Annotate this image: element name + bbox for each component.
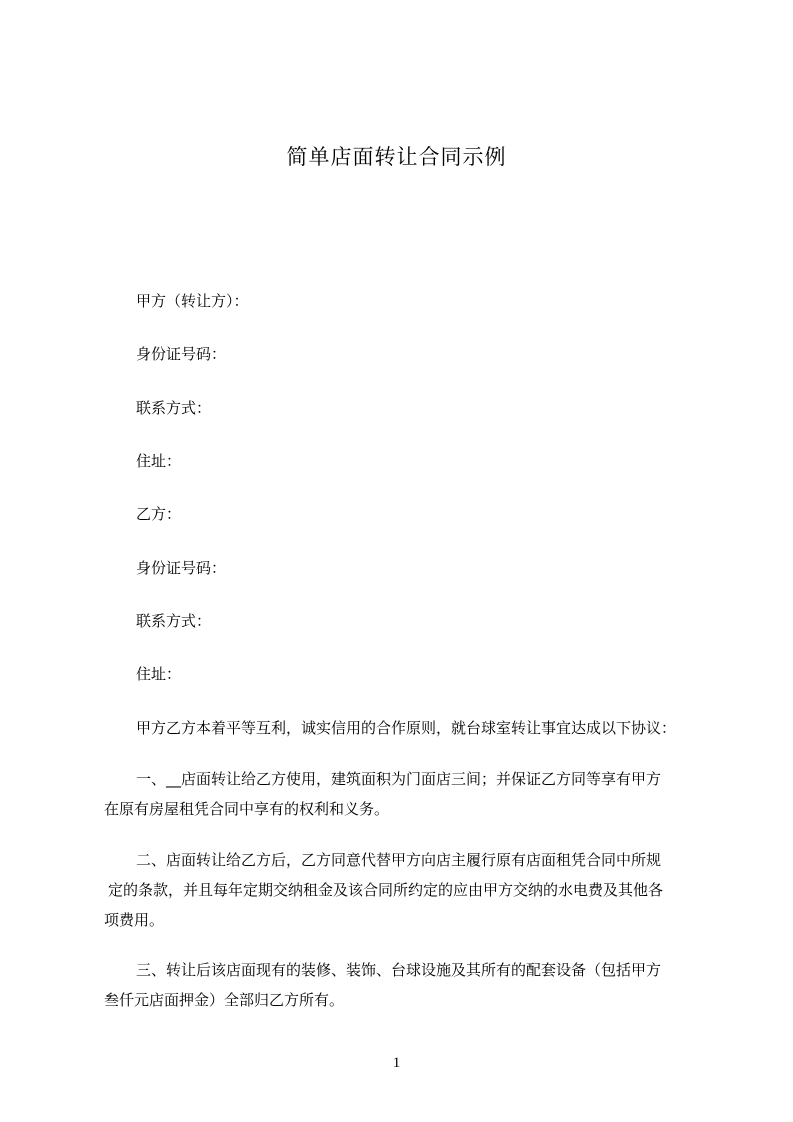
party-a-contact-field: 联系方式：	[136, 399, 212, 417]
clause-1-line-1: 一、__店面转让给乙方使用，建筑面积为门面店三间；并保证乙方同等享有甲方	[136, 770, 662, 788]
clause-3	[104, 955, 704, 1015]
party-a-name-field: 甲方（转让方）：	[136, 292, 249, 310]
party-a-id-field: 身份证号码：	[136, 345, 227, 363]
party-b-name-field: 乙方：	[136, 505, 182, 523]
clause-3-line-2: 叁仟元店面押金）全部归乙方所有。	[104, 991, 345, 1009]
clause-2-line-1: 二、店面转让给乙方后，乙方同意代替甲方向店主履行原有店面租凭合同中所规	[136, 851, 662, 869]
clause-3-line-1: 三、转让后该店面现有的装修、装饰、台球设施及其所有的配套设备（包括甲方	[136, 961, 662, 979]
clause-2-line-3: 项费用。	[104, 911, 165, 929]
clause-2-line-2: 定的条款，并且每年定期交纳租金及该合同所约定的应由甲方交纳的水电费及其他各	[108, 881, 664, 899]
page-number: 1	[392, 1055, 401, 1071]
clause-1-line-2: 在原有房屋租凭合同中享有的权利和义务。	[104, 800, 390, 818]
clause-2	[104, 845, 704, 935]
party-b-contact-field: 联系方式：	[136, 612, 212, 630]
intro-paragraph: 甲方乙方本着平等互利，诚实信用的合作原则，就台球室转让事宜达成以下协议：	[136, 719, 677, 737]
party-a-address-field: 住址：	[136, 452, 182, 470]
party-b-id-field: 身份证号码：	[136, 559, 227, 577]
clause-1	[104, 764, 704, 824]
party-b-address-field: 住址：	[136, 665, 182, 683]
document-title: 简单店面转让合同示例	[286, 145, 507, 169]
